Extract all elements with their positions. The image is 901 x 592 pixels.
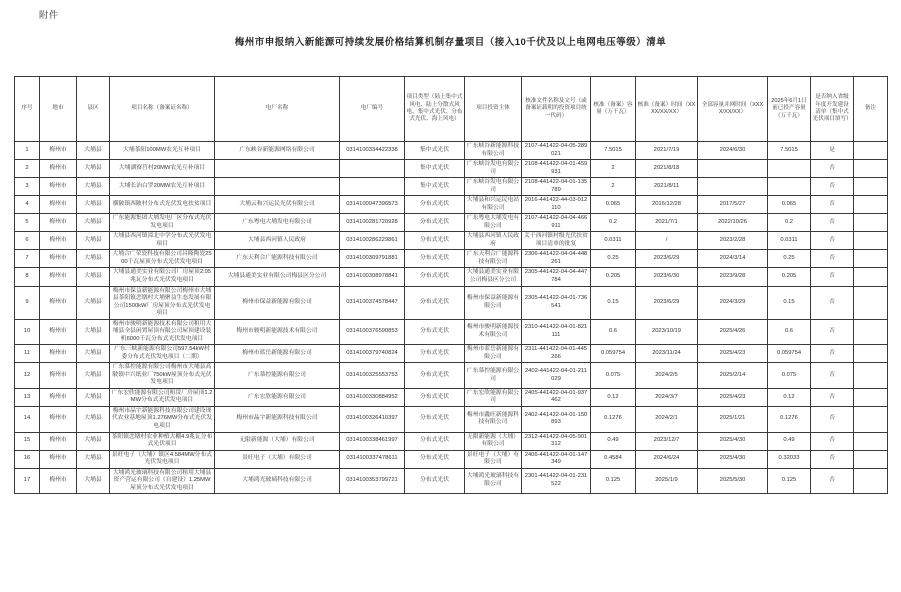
column-header: 电厂名称 <box>215 77 340 142</box>
table-cell: 2023/12/7 <box>636 432 698 450</box>
table-cell: 大埔县通美实业有限公司梅县区分公司 <box>465 268 522 286</box>
table-cell: 0.125 <box>768 468 811 494</box>
table-cell: 0.125 <box>591 468 636 494</box>
table-cell: 景旺电子（大埔）有限公司 <box>215 450 340 468</box>
table-cell: 0.065 <box>591 196 636 214</box>
table-cell: 0314100338461997 <box>340 432 405 450</box>
table-cell: 景旺电子（大埔）镇区4.584MW分布式光伏发电项目 <box>110 450 215 468</box>
table-cell: 梅州市保益新能源有限公司 <box>215 286 340 319</box>
table-cell: 5 <box>15 214 40 232</box>
table-cell: 0314100376590853 <box>340 319 405 345</box>
table-cell: 0314100330884952 <box>340 388 405 406</box>
table-cell: 0.059754 <box>768 345 811 363</box>
table-cell: 梅州市 <box>40 160 77 178</box>
table-cell: 7.5015 <box>591 142 636 160</box>
column-header: 电厂编号 <box>340 77 405 142</box>
table-cell <box>340 160 405 178</box>
table-cell: 否 <box>811 160 854 178</box>
table-cell: 2021/7/1 <box>636 214 698 232</box>
table-cell: 大埔县 <box>77 178 110 196</box>
table-cell <box>854 319 888 345</box>
table-cell: 大埔茶阳100MW农光互补项目 <box>110 142 215 160</box>
table-row <box>15 142 888 160</box>
table-cell: 分布式光伏 <box>405 286 465 319</box>
table-cell: 0.49 <box>768 432 811 450</box>
table-cell: 大埔县 <box>77 468 110 494</box>
table-cell: 梅州市 <box>40 196 77 214</box>
table-cell: 0.15 <box>591 286 636 319</box>
table-cell: 2406-441422-04-01-147349 <box>522 450 591 468</box>
table-row <box>15 214 888 232</box>
table-cell: 梅州市蓝岳新能源有限公司 <box>465 345 522 363</box>
table-cell: 2402-441422-04-01-211029 <box>522 363 591 389</box>
table-cell: 2 <box>15 160 40 178</box>
table-row <box>15 388 888 406</box>
table-cell: 否 <box>811 406 854 432</box>
column-header: 核准文件名称及文号（或备案证载明的投资项目统一代码） <box>522 77 591 142</box>
table-row <box>15 319 888 345</box>
table-cell: 大埔县 <box>77 268 110 286</box>
table-cell: 2016-441422-44-03-012110 <box>522 196 591 214</box>
table-cell: 17 <box>15 468 40 494</box>
table-cell: 2024/6/24 <box>636 450 698 468</box>
table-cell: 0314100374578447 <box>340 286 405 319</box>
table-head <box>15 77 888 142</box>
column-header: 项目投资主体 <box>465 77 522 142</box>
table-cell: 否 <box>811 388 854 406</box>
table-cell: 是 <box>811 142 854 160</box>
table-cell: 2025/4/26 <box>698 319 768 345</box>
table-cell: 大埔县 <box>77 160 110 178</box>
table-cell: 梅州市 <box>40 232 77 250</box>
table-cell: 0.25 <box>768 250 811 268</box>
table-cell: 2108-441422-04-01-459931 <box>522 160 591 178</box>
column-header: 全部容量并网时间（XXXX/XX/XX） <box>698 77 768 142</box>
table-cell: 2025/4/23 <box>698 345 768 363</box>
table-row <box>15 178 888 196</box>
table-cell: 大埔县 <box>77 232 110 250</box>
table-cell: 4 <box>15 196 40 214</box>
table-cell: 2022/10/26 <box>698 214 768 232</box>
table-cell: 分布式光伏 <box>405 214 465 232</box>
table-cell: 广东天利合广能源科技有限公司 <box>465 250 522 268</box>
column-header: 2025年6月1日前已投产容量（万千瓦） <box>768 77 811 142</box>
table-cell: 2301-441422-04-01-231522 <box>522 468 591 494</box>
table-cell: 横陂镇西陂村分布式光伏发电扶贫项目 <box>110 196 215 214</box>
table-row <box>15 286 888 319</box>
table-cell: 分布式光伏 <box>405 388 465 406</box>
table-cell: 大埔县通美实业有限公司厂房屋顶2.05兆瓦分布式光伏发电项目 <box>110 268 215 286</box>
table-cell: 2310-441422-04-01-821111 <box>522 319 591 345</box>
table-cell: 大埔合广荣瓷科技有限公司昌隆陶瓷2500千瓦屋顶分布式光伏发电项目 <box>110 250 215 268</box>
table-cell: 2023/11/24 <box>636 345 698 363</box>
table-cell: 0314100309791881 <box>340 250 405 268</box>
table-cell: 6 <box>15 232 40 250</box>
table-cell: 否 <box>811 178 854 196</box>
table-cell: 0.059754 <box>591 345 636 363</box>
table-cell: 景旺电子（大埔）有限公司 <box>465 450 522 468</box>
table-cell: 梅州市蓝岳新能源有限公司 <box>215 345 340 363</box>
table-cell: 否 <box>811 468 854 494</box>
page-title: 梅州市申报纳入新能源可持续发展价格结算机制存量项目（接入10千伏及以上电网电压等级）清单 <box>234 37 667 48</box>
table-cell: 0314100353799721 <box>340 468 405 494</box>
table-cell <box>854 450 888 468</box>
table-cell: 2025/1/21 <box>698 406 768 432</box>
table-cell: 0.075 <box>768 363 811 389</box>
table-cell: 2025/2/14 <box>698 363 768 389</box>
table-cell: 大埔鸿光玻璃科技有限公司租用大埔县资产营运有限公司（自建设）1.25MW屋顶分布式光伏发电项目 <box>110 468 215 494</box>
table-row <box>15 345 888 363</box>
table-cell: 大埔县 <box>77 406 110 432</box>
table-cell: 梅州市 <box>40 406 77 432</box>
table-cell: 2025/4/30 <box>698 432 768 450</box>
table-cell: 2023/2/28 <box>698 232 768 250</box>
table-cell <box>215 160 340 178</box>
table-cell: 0.065 <box>768 196 811 214</box>
table-cell: 0314100286229861 <box>340 232 405 250</box>
table-cell: 12 <box>15 363 40 389</box>
table-cell <box>768 160 811 178</box>
table-cell: 2 <box>591 178 636 196</box>
table-cell: 11 <box>15 345 40 363</box>
table-cell: 否 <box>811 286 854 319</box>
table-cell: 2023/10/19 <box>636 319 698 345</box>
table-cell: 2402-441422-04-01-150893 <box>522 406 591 432</box>
table-cell: 梅州市晶宇新能源科技有限公司建设现代农业基地屋顶1.276MW分布式光伏发电项目 <box>110 406 215 432</box>
table-cell: 大埔县和兴运民电站有限公司 <box>465 196 522 214</box>
table-cell: 否 <box>811 450 854 468</box>
table-cell: 分布式光伏 <box>405 432 465 450</box>
table-cell: 广东宏欣能源有限公司租赁厂房屋顶1.2MW分布式光伏发电项目 <box>110 388 215 406</box>
table-cell: 0.4584 <box>591 450 636 468</box>
table-cell: 0.1276 <box>591 406 636 432</box>
table-row <box>15 250 888 268</box>
table-cell: 梅州市骏明新能源技术有限公司 <box>215 319 340 345</box>
table-cell <box>854 468 888 494</box>
table-cell: 梅州市 <box>40 268 77 286</box>
table-cell: 否 <box>811 432 854 450</box>
table-cell <box>854 214 888 232</box>
table-row <box>15 363 888 389</box>
table-row <box>15 268 888 286</box>
table-cell: 广东天利合广能源科技有限公司 <box>215 250 340 268</box>
table-cell: 分布式光伏 <box>405 319 465 345</box>
table-cell: 分布式光伏 <box>405 406 465 432</box>
table-cell: 梅州市保益新能源有限公司梅州市大埔县茶阳镇恋墩村大埔聚益生态发展有限公司1500kW厂房屋顶分布式光伏发电项目 <box>110 286 215 319</box>
table-cell: 广东宏欣能源有限公司 <box>465 388 522 406</box>
table-cell: 梅州市 <box>40 450 77 468</box>
table-cell <box>854 250 888 268</box>
table-cell: 大埔县 <box>77 142 110 160</box>
table-cell: 0.2 <box>591 214 636 232</box>
table-cell: 0314100334422338 <box>340 142 405 160</box>
table-cell: 2024/6/30 <box>698 142 768 160</box>
table-row <box>15 232 888 250</box>
table-cell: 2023/6/29 <box>636 250 698 268</box>
column-header: 核准（备案）时间（XXXX/XX/XX） <box>636 77 698 142</box>
table-cell: 分布式光伏 <box>405 250 465 268</box>
table-cell: 大埔县西河镇人民政府 <box>215 232 340 250</box>
table-cell: 分布式光伏 <box>405 232 465 250</box>
table-cell: 梅州市保益新能源有限公司 <box>465 286 522 319</box>
table-cell <box>854 196 888 214</box>
table-cell: 2 <box>591 160 636 178</box>
table-cell <box>854 160 888 178</box>
table-cell: 广东峡谷新能源科技有限公司 <box>465 142 522 160</box>
table-cell <box>854 232 888 250</box>
table-cell: 梅州市鑫旺新能源科技有限公司 <box>465 406 522 432</box>
table-cell: 0.075 <box>591 363 636 389</box>
table-cell: 0.25 <box>591 250 636 268</box>
table-cell: 大埔鸿光玻璃科技有限公司 <box>465 468 522 494</box>
table-cell: 梅州市 <box>40 142 77 160</box>
table-cell: 广东粤电大埔发电有限公司 <box>215 214 340 232</box>
table-cell: 0314100326410397 <box>340 406 405 432</box>
table-cell <box>854 432 888 450</box>
table-body <box>15 142 888 494</box>
table-cell: 2024/3/14 <box>698 250 768 268</box>
table-cell: 否 <box>811 232 854 250</box>
table-cell: 梅州市 <box>40 286 77 319</box>
table-cell: 否 <box>811 363 854 389</box>
table-cell: 14 <box>15 406 40 432</box>
table-cell: 大埔云和兴运民光伏有限公司 <box>215 196 340 214</box>
table-cell: 0314100337478611 <box>340 450 405 468</box>
table-cell: 集中式光伏 <box>405 160 465 178</box>
column-header: 是否纳入省级年度开发建设清单（集中式光伏项目填写） <box>811 77 854 142</box>
table-cell: 2021/7/19 <box>636 142 698 160</box>
table-cell: 2023/9/28 <box>698 268 768 286</box>
table-cell: 广东宏欣能源有限公司 <box>215 388 340 406</box>
table-cell: 2405-441422-04-01-937462 <box>522 388 591 406</box>
table-cell: 否 <box>811 250 854 268</box>
table-cell: 否 <box>811 345 854 363</box>
table-cell: 8 <box>15 268 40 286</box>
table-cell: 2024/3/29 <box>698 286 768 319</box>
table-cell: 0314100281720928 <box>340 214 405 232</box>
table-cell: 否 <box>811 214 854 232</box>
table-cell: 大埔县西河镇漳北中学分布式光伏发电项目 <box>110 232 215 250</box>
table-cell <box>854 178 888 196</box>
table-cell: 大埔县西河镇人民政府 <box>465 232 522 250</box>
attachment-label: 附件 <box>39 10 60 20</box>
table-cell: 0.205 <box>591 268 636 286</box>
column-header: 项目类型（陆上集中式风电、陆上分散式风电、集中式光伏、分布式光伏、海上风电） <box>405 77 465 142</box>
table-cell <box>215 178 340 196</box>
column-header: 序号 <box>15 77 40 142</box>
table-cell: 0.32033 <box>768 450 811 468</box>
header-row <box>15 77 888 142</box>
table-cell: 2107-441422-04-04-466911 <box>522 214 591 232</box>
table-row <box>15 196 888 214</box>
table-cell: 大埔县 <box>77 319 110 345</box>
table-cell: 梅州市 <box>40 468 77 494</box>
table-cell: 0.0311 <box>591 232 636 250</box>
table-cell: 0314100047396573 <box>340 196 405 214</box>
table-cell: 无限新能源（大埔）有限公司 <box>465 432 522 450</box>
table-cell <box>768 178 811 196</box>
table-cell: 0.205 <box>768 268 811 286</box>
table-cell: / <box>636 232 698 250</box>
table-cell <box>854 345 888 363</box>
column-header: 县区 <box>77 77 110 142</box>
table-cell: 大埔长治白罗20MW农光互补项目 <box>110 178 215 196</box>
table-cell: 1 <box>15 142 40 160</box>
table-cell: 2108-441422-04-01-135789 <box>522 178 591 196</box>
table-cell: 2311-441422-04-01-445266 <box>522 345 591 363</box>
table-cell: 无限新能源（大埔）有限公司 <box>215 432 340 450</box>
table-cell: 0.12 <box>591 388 636 406</box>
projects-table <box>14 76 888 494</box>
table-cell <box>854 286 888 319</box>
table-cell: 大埔县 <box>77 345 110 363</box>
table-cell: 0.49 <box>591 432 636 450</box>
table-cell: 分布式光伏 <box>405 345 465 363</box>
table-cell: 2025/4/23 <box>698 388 768 406</box>
table-cell: 梅州市 <box>40 345 77 363</box>
table-cell: 大埔县通美实业有限公司梅县区分公司 <box>215 268 340 286</box>
table-cell: 集中式光伏 <box>405 178 465 196</box>
table-cell: 0.2 <box>768 214 811 232</box>
table-row <box>15 432 888 450</box>
table-cell: 梅州市 <box>40 432 77 450</box>
table-cell: 广东能源集团大埔发电厂区分布式光伏发电项目 <box>110 214 215 232</box>
table-cell: 7 <box>15 250 40 268</box>
table-cell: 大埔县 <box>77 388 110 406</box>
table-cell: 否 <box>811 268 854 286</box>
table-cell: 0.6 <box>591 319 636 345</box>
table-row <box>15 160 888 178</box>
table-cell: 0.6 <box>768 319 811 345</box>
table-cell: 大埔县 <box>77 286 110 319</box>
table-cell: 广东慕控能源有限公司梅州市大埔县高陂镇中兴纸业厂750kW屋顶分布式光伏发电项目 <box>110 363 215 389</box>
table-cell: 2017/5/27 <box>698 196 768 214</box>
table-cell: 梅州市 <box>40 214 77 232</box>
table-cell: 否 <box>811 196 854 214</box>
table-cell: 0314100308978841 <box>340 268 405 286</box>
table-cell: 梅州市 <box>40 319 77 345</box>
table-cell: 0314100379740824 <box>340 345 405 363</box>
table-cell: 2024/3/7 <box>636 388 698 406</box>
table-cell: 2024/2/1 <box>636 406 698 432</box>
table-cell: 分布式光伏 <box>405 363 465 389</box>
table-cell <box>854 142 888 160</box>
table-cell: 2021/8/18 <box>636 160 698 178</box>
table-cell: 梅州市 <box>40 363 77 389</box>
table-row <box>15 468 888 494</box>
table-cell: 13 <box>15 388 40 406</box>
table-cell: 梅州市骏明新能源技术有限公司租用大埔县全县闲置屋顶有限公司屋顶建设装机6000千瓦分布式光伏发电项目 <box>110 319 215 345</box>
table-cell: 2025/5/30 <box>698 468 768 494</box>
table-cell: 2306-441422-04-04-448261 <box>522 250 591 268</box>
table-cell <box>854 363 888 389</box>
table-cell: 2025/1/9 <box>636 468 698 494</box>
table-cell <box>698 160 768 178</box>
table-cell: 10 <box>15 319 40 345</box>
table-cell: 2016/12/28 <box>636 196 698 214</box>
table-cell: 否 <box>811 319 854 345</box>
table-cell: 0.12 <box>768 388 811 406</box>
table-cell: 大埔县 <box>77 214 110 232</box>
table-cell: 广东峡谷发电有限公司 <box>465 178 522 196</box>
table-cell <box>854 388 888 406</box>
table-cell: 广东慕控能源有限公司 <box>465 363 522 389</box>
table-cell: 大埔县 <box>77 363 110 389</box>
table-cell: 关于西河镇村级光伏扶贫项目清单的批复 <box>522 232 591 250</box>
table-cell: 16 <box>15 450 40 468</box>
table-cell: 梅州市 <box>40 178 77 196</box>
table-cell: 大埔县 <box>77 196 110 214</box>
table-cell: 梅州市骏明新能源技术有限公司 <box>465 319 522 345</box>
table-cell: 广东慕控能源有限公司 <box>215 363 340 389</box>
table-cell: 梅州市 <box>40 388 77 406</box>
table-cell: 大埔鸿光玻璃科技有限公司 <box>215 468 340 494</box>
table-cell: 15 <box>15 432 40 450</box>
table-cell: 2021/8/11 <box>636 178 698 196</box>
table-cell: 梅州市 <box>40 250 77 268</box>
table-cell: 3 <box>15 178 40 196</box>
table-cell: 大埔湖寮莒村20MW农光互补项目 <box>110 160 215 178</box>
table-cell: 分布式光伏 <box>405 468 465 494</box>
table-cell: 大埔县 <box>77 250 110 268</box>
table-cell: 广东三峡新能源有限公司597.54kW村委分布式光伏发电项目（二期） <box>110 345 215 363</box>
table-cell: 广东粤电大埔发电有限公司 <box>465 214 522 232</box>
table-cell: 0314100325553753 <box>340 363 405 389</box>
table-cell: 广东峡谷发电有限公司 <box>465 160 522 178</box>
table-cell: 2023/6/29 <box>636 286 698 319</box>
table-row <box>15 406 888 432</box>
table-cell: 广东峡谷新能源网络有限公司 <box>215 142 340 160</box>
table-cell <box>698 178 768 196</box>
table-cell <box>340 178 405 196</box>
table-cell: 2312-441422-04-05-901312 <box>522 432 591 450</box>
table-cell: 大埔县 <box>77 432 110 450</box>
table-cell: 2024/2/5 <box>636 363 698 389</box>
table-cell: 0.15 <box>768 286 811 319</box>
table-cell: 0.1276 <box>768 406 811 432</box>
table-cell: 2023/6/30 <box>636 268 698 286</box>
table-cell: 茶阳镇恋墩村农业种植大棚4.9兆瓦分布式光伏项目 <box>110 432 215 450</box>
table-cell: 分布式光伏 <box>405 450 465 468</box>
table-cell: 梅州市晶宇新能源科技有限公司 <box>215 406 340 432</box>
table-cell: 2107-441422-04-05-289021 <box>522 142 591 160</box>
table-cell: 2305-441422-04-01-736541 <box>522 286 591 319</box>
column-header: 项目名称（备案证名称） <box>110 77 215 142</box>
table-cell <box>854 406 888 432</box>
column-header: 地市 <box>40 77 77 142</box>
table-cell: 集中式光伏 <box>405 142 465 160</box>
table-cell: 0.0311 <box>768 232 811 250</box>
table-row <box>15 450 888 468</box>
table-cell: 7.5015 <box>768 142 811 160</box>
table-cell: 9 <box>15 286 40 319</box>
table-cell: 大埔县 <box>77 450 110 468</box>
table-cell: 分布式光伏 <box>405 268 465 286</box>
table-cell: 2305-441422-04-04-447784 <box>522 268 591 286</box>
table-cell <box>854 268 888 286</box>
table-cell: 分布式光伏 <box>405 196 465 214</box>
column-header: 核准（备案）容量（万千瓦） <box>591 77 636 142</box>
column-header: 备注 <box>854 77 888 142</box>
table-cell: 2025/4/30 <box>698 450 768 468</box>
